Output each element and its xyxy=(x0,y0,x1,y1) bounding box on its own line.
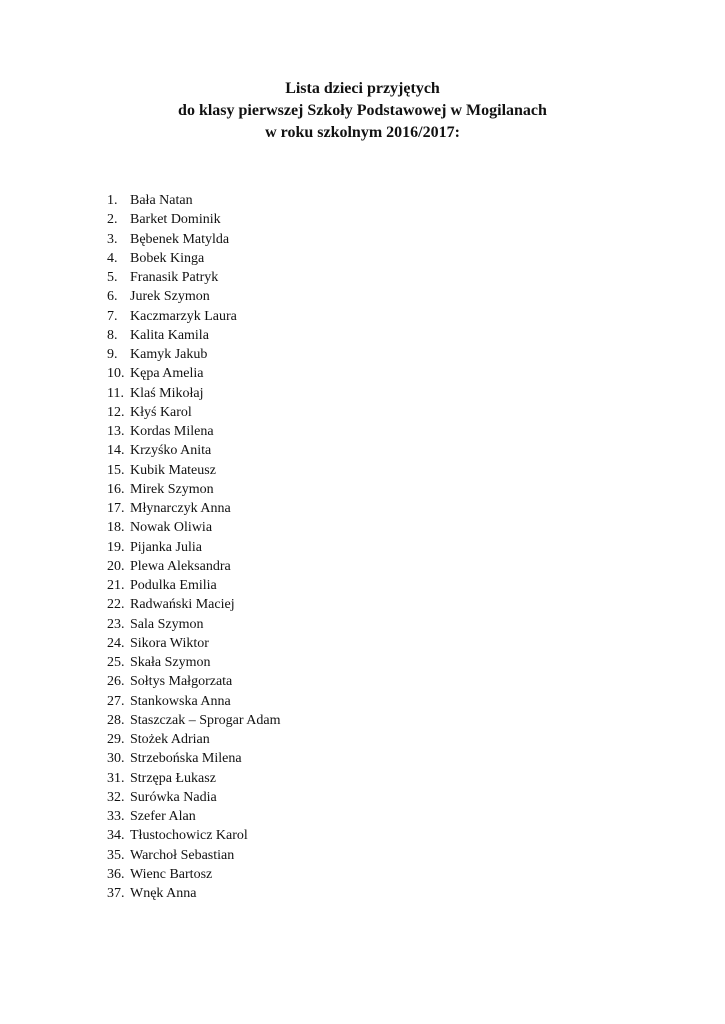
list-item-number: 5. xyxy=(107,270,118,285)
list-item-number: 8. xyxy=(107,327,118,343)
list-item-number: 34. xyxy=(107,828,125,844)
list-item-number: 19. xyxy=(107,539,125,555)
list-item-name: Bębenek Matylda xyxy=(130,231,230,247)
list-item-number: 9. xyxy=(107,347,118,362)
list-item-number: 2. xyxy=(107,212,118,228)
list-item-number: 16. xyxy=(107,481,125,497)
list-item-number: 25. xyxy=(107,655,125,670)
list-item-number: 20. xyxy=(107,558,125,574)
list-item-number: 24. xyxy=(107,635,125,651)
list-item-name: Krzyśko Anita xyxy=(130,443,212,459)
list-item-name: Plewa Aleksandra xyxy=(130,558,231,574)
title-line-2: do klasy pierwszej Szkoły Podstawowej w Mogilanach xyxy=(178,102,547,119)
list-item-name: Nowak Oliwia xyxy=(130,520,213,536)
list-item-number: 7. xyxy=(107,308,118,324)
list-item-number: 21. xyxy=(107,578,125,593)
list-item-number: 3. xyxy=(107,231,118,247)
title-line-3: w roku szkolnym 2016/2017: xyxy=(265,124,460,141)
list-item-name: Pijanka Julia xyxy=(130,539,202,555)
list-item-number: 17. xyxy=(107,501,125,516)
list-item-name: Kubik Mateusz xyxy=(130,462,216,478)
list-item-number: 4. xyxy=(107,250,118,266)
list-item-name: Bała Natan xyxy=(130,193,193,208)
list-item-name: Kaczmarzyk Laura xyxy=(130,308,237,324)
list-item-name: Stankowska Anna xyxy=(130,693,231,709)
list-item-name: Bobek Kinga xyxy=(130,250,205,266)
document-title xyxy=(0,78,725,144)
list-item-name: Wienc Bartosz xyxy=(130,866,213,882)
list-item-name: Jurek Szymon xyxy=(130,289,210,305)
list-item-number: 36. xyxy=(107,866,125,882)
list-item-number: 33. xyxy=(107,809,125,824)
list-item-number: 11. xyxy=(107,385,124,401)
list-item-name: Kordas Milena xyxy=(130,424,214,439)
list-item-name: Strzebońska Milena xyxy=(130,751,242,767)
list-item-name: Kamyk Jakub xyxy=(130,347,208,362)
list-item-number: 12. xyxy=(107,404,125,420)
list-item-name: Surówka Nadia xyxy=(130,789,217,805)
list-item-name: Mirek Szymon xyxy=(130,481,214,497)
list-item-number: 28. xyxy=(107,712,125,728)
list-item-number: 23. xyxy=(107,616,125,632)
list-item-name: Kępa Amelia xyxy=(130,366,204,382)
list-item-name: Strzępa Łukasz xyxy=(130,770,216,786)
list-item-name: Franasik Patryk xyxy=(130,270,219,285)
title-line-1: Lista dzieci przyjętych xyxy=(285,80,440,97)
list-item-number: 6. xyxy=(107,289,118,305)
list-item-name: Sołtys Małgorzata xyxy=(130,674,233,690)
list-item-number: 29. xyxy=(107,732,125,747)
list-item-number: 10. xyxy=(107,366,125,382)
list-item-number: 32. xyxy=(107,789,125,805)
list-item-number: 1. xyxy=(107,193,118,208)
list-item-name: Tłustochowicz Karol xyxy=(130,828,248,844)
list-item-name: Radwański Maciej xyxy=(130,597,235,613)
list-item-number: 13. xyxy=(107,424,125,439)
list-item-name: Młynarczyk Anna xyxy=(130,501,231,516)
list-item-name: Barket Dominik xyxy=(130,212,221,228)
list-item-name: Kalita Kamila xyxy=(130,327,209,343)
list-item-number: 22. xyxy=(107,597,125,613)
list-item-number: 35. xyxy=(107,847,125,863)
list-item-name: Sala Szymon xyxy=(130,616,204,632)
list-item-name: Wnęk Anna xyxy=(130,886,197,901)
list-item-name: Staszczak – Sprogar Adam xyxy=(130,712,281,728)
list-item-number: 37. xyxy=(107,886,125,901)
list-item-name: Stożek Adrian xyxy=(130,732,210,747)
list-item-number: 27. xyxy=(107,693,125,709)
list-item-number: 15. xyxy=(107,462,125,478)
list-item-name: Warchoł Sebastian xyxy=(130,847,235,863)
list-item-name: Klaś Mikołaj xyxy=(130,385,204,401)
list-item-name: Sikora Wiktor xyxy=(130,635,209,651)
list-item-name: Szefer Alan xyxy=(130,809,196,824)
list-item-name: Podulka Emilia xyxy=(130,578,217,593)
list-item-name: Skała Szymon xyxy=(130,655,211,670)
list-item-name: Kłyś Karol xyxy=(130,404,192,420)
list-item-number: 18. xyxy=(107,520,125,536)
list-item-number: 26. xyxy=(107,674,125,690)
list-item-number: 31. xyxy=(107,770,125,786)
list-item-number: 30. xyxy=(107,751,125,767)
list-item-number: 14. xyxy=(107,443,125,459)
